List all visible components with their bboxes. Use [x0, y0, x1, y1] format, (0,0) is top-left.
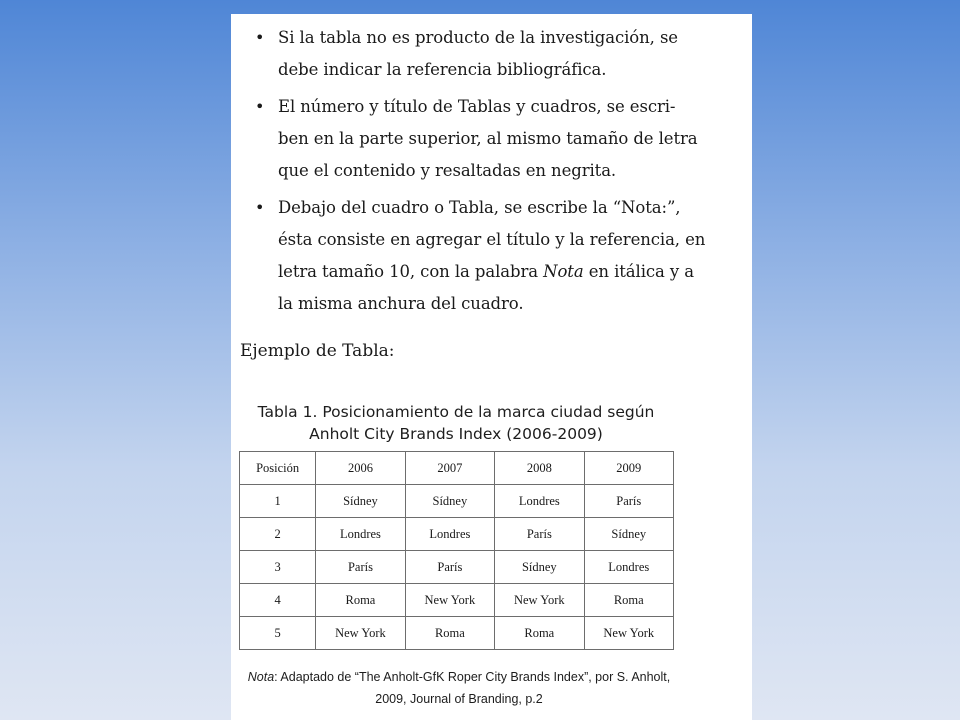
guideline-line: Si la tabla no es producto de la investigación, se: [278, 28, 678, 47]
table-note: [231, 666, 687, 710]
guideline-item: [255, 192, 725, 320]
table-cell: New York: [495, 584, 584, 617]
bullet-icon: •: [255, 97, 265, 116]
guideline-item: [255, 22, 725, 86]
table-note-line: [231, 666, 687, 688]
table-cell: Sídney: [584, 518, 673, 551]
table-cell: New York: [405, 584, 494, 617]
table-cell: 4: [240, 584, 316, 617]
table-cell: 3: [240, 551, 316, 584]
table-cell: Londres: [316, 518, 405, 551]
header-cell: 2009: [584, 452, 673, 485]
table-caption-line: Tabla 1. Posicionamiento de la marca ciudad según: [257, 403, 655, 421]
example-heading: Ejemplo de Tabla:: [240, 341, 395, 361]
table-row: [240, 584, 674, 617]
table-cell: París: [405, 551, 494, 584]
table-cell: París: [495, 518, 584, 551]
table-note-line: 2009, Journal of Branding, p.2: [375, 692, 543, 706]
table-row: [240, 551, 674, 584]
guideline-text: letra tamaño 10, con la palabra: [278, 262, 544, 281]
guideline-line: Debajo del cuadro o Tabla, se escribe la “Nota:”,: [278, 198, 681, 217]
guideline-line: debe indicar la referencia bibliográfica.: [278, 60, 607, 79]
guideline-item: [255, 91, 725, 187]
header-cell: Posición: [240, 452, 316, 485]
bullet-icon: •: [255, 28, 265, 47]
table-cell: París: [584, 485, 673, 518]
table-cell: New York: [584, 617, 673, 650]
guideline-line: [278, 256, 725, 288]
note-text: : Adaptado de “The Anholt-GfK Roper City Brands Index”, por S. Anholt,: [274, 670, 671, 684]
table-cell: 5: [240, 617, 316, 650]
guideline-italic-word: Nota: [543, 262, 584, 281]
table-cell: París: [316, 551, 405, 584]
table-row: [240, 617, 674, 650]
table-cell: Londres: [495, 485, 584, 518]
table-cell: Londres: [584, 551, 673, 584]
bullet-icon: •: [255, 198, 265, 217]
table-cell: Sídney: [405, 485, 494, 518]
guideline-line: ben en la parte superior, al mismo tamaño de letra: [278, 129, 698, 148]
guideline-line: que el contenido y resaltadas en negrita.: [278, 161, 617, 180]
table-cell: Roma: [495, 617, 584, 650]
ranking-table: [239, 451, 674, 650]
header-cell: 2008: [495, 452, 584, 485]
guideline-line: ésta consiste en agregar el título y la referencia, en: [278, 230, 706, 249]
table-row: [240, 518, 674, 551]
header-cell: 2006: [316, 452, 405, 485]
guideline-text: en itálica y a: [583, 262, 695, 281]
table-cell: Sídney: [495, 551, 584, 584]
guidelines-list: [255, 22, 725, 325]
note-label: Nota: [247, 670, 275, 684]
table-row: [240, 485, 674, 518]
table-cell: Sídney: [316, 485, 405, 518]
table-cell: 1: [240, 485, 316, 518]
table-header-row: [240, 452, 674, 485]
guideline-line: El número y título de Tablas y cuadros, se escri-: [278, 97, 676, 116]
table-caption-line: Anholt City Brands Index (2006-2009): [309, 425, 603, 443]
document-page: [231, 14, 752, 720]
table-cell: 2: [240, 518, 316, 551]
table-cell: Londres: [405, 518, 494, 551]
table-cell: Roma: [584, 584, 673, 617]
table-cell: Roma: [316, 584, 405, 617]
table-cell: Roma: [405, 617, 494, 650]
table-cell: New York: [316, 617, 405, 650]
guideline-line: la misma anchura del cuadro.: [278, 294, 524, 313]
table-caption: [231, 401, 681, 445]
header-cell: 2007: [405, 452, 494, 485]
